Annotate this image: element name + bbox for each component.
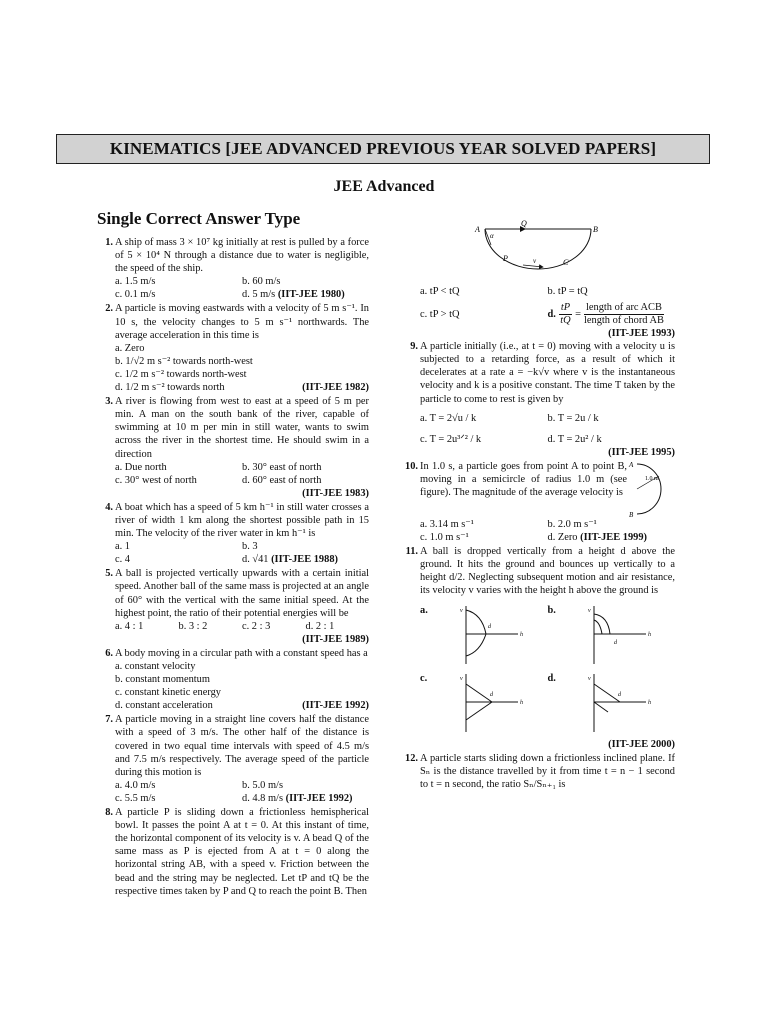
option-c: c. 4 xyxy=(115,554,131,566)
option-d-label: d. xyxy=(547,309,556,321)
question-stem: A particle P is sliding down a frictionless hemispherical bowl. It passes the point A at t = 0. At this instant of time, the horizontal component of its velocity is v. A bead Q of the same mass as P is ejected from A at t = 0 along the horizontal string AB, with a speed v. Friction between the bead and the string may be neglected. Let tP and tQ be the respective times taken by P and Q to reach the point B. Then xyxy=(115,807,369,897)
velocity-label: v xyxy=(532,257,536,265)
question-4 xyxy=(97,501,369,566)
option-a: a. tP < tQ xyxy=(420,286,460,297)
left-column xyxy=(97,236,369,899)
graph-option-a xyxy=(420,604,548,666)
source-tag: (IIT-JEE 1992) xyxy=(302,700,369,712)
question-11 xyxy=(400,545,675,750)
question-stem: In 1.0 s, a particle goes from point A to point B, moving in a semicircle of radius 1.0 m (see figure). The magnitude of the average velocity is xyxy=(420,460,627,499)
option-c: c. 2 : 3 xyxy=(242,620,271,632)
semicircle-diagram xyxy=(627,460,675,518)
point-A-label: A xyxy=(474,225,480,234)
question-number: 8. xyxy=(105,807,113,819)
radius-label: 1.0 m xyxy=(645,475,659,482)
chapter-banner: KINEMATICS [JEE ADVANCED PREVIOUS YEAR SOLVED PAPERS] xyxy=(56,134,710,164)
option-b: b. T = 2u / k xyxy=(547,412,599,424)
answer-graphs xyxy=(420,604,675,734)
option-a: a. 3.14 m s⁻¹ xyxy=(420,518,474,530)
height-d-label: d xyxy=(617,691,621,698)
axis-h-label: h xyxy=(520,631,523,638)
fraction-denominator: length of chord AB xyxy=(584,315,664,327)
source-tag: (IIT-JEE 1983) xyxy=(302,487,369,499)
source-tag: (IIT-JEE 2000) xyxy=(608,738,675,750)
question-6 xyxy=(97,647,369,712)
question-number: 5. xyxy=(105,568,113,580)
fraction-numerator: tP xyxy=(560,302,571,314)
question-number: 3. xyxy=(105,396,113,408)
velocity-height-graph xyxy=(574,672,654,734)
point-B-label: B xyxy=(592,225,598,234)
option-label: c. xyxy=(420,672,428,684)
question-stem: A body moving in a circular path with a constant speed has a xyxy=(115,647,368,659)
option-b: b. constant momentum xyxy=(115,674,210,686)
question-stem: A ball is projected vertically upwards with a certain initial speed. Another ball of the same mass is projected at an angle of 60° with the vertical with the same initial speed. At the highest point, the ratio of their potential energies will be xyxy=(115,568,369,619)
question-number: 6. xyxy=(105,647,113,659)
source-tag: (IIT-JEE 1993) xyxy=(608,328,675,340)
source-tag: (IIT-JEE 1995) xyxy=(608,446,675,458)
source-tag: (IIT-JEE 1989) xyxy=(302,633,369,645)
option-b: b. 3 : 2 xyxy=(178,620,208,632)
axis-h-label: h xyxy=(647,699,651,706)
time-ratio-fraction xyxy=(559,302,572,327)
section-heading: Single Correct Answer Type xyxy=(97,209,301,228)
length-ratio-fraction xyxy=(584,302,664,327)
axis-v-label: v xyxy=(587,607,591,614)
option-b: b. 2.0 m s⁻¹ xyxy=(547,518,597,530)
option-a: a. 1 xyxy=(115,541,131,553)
option-a: a. Due north xyxy=(115,461,167,473)
question-stem: A particle initially (i.e., at t = 0) moving with a velocity u is subjected to a retarding force, as a result of which it decelerates at a rate a = −k√v where v is the instantaneous velocity and k is a positive constant. The time T taken by the particle to come to rest is given by xyxy=(420,341,675,405)
source-tag: (IIT-JEE 1980) xyxy=(277,289,345,301)
option-label: d. xyxy=(547,672,556,684)
option-d: d. Zero xyxy=(547,532,578,544)
velocity-height-graph xyxy=(574,604,654,666)
source-tag: (IIT-JEE 1992) xyxy=(285,792,353,804)
question-8-options xyxy=(400,285,675,340)
option-c: c. constant kinetic energy xyxy=(115,687,221,699)
question-1 xyxy=(97,236,369,301)
question-stem: A boat which has a speed of 5 km h⁻¹ in still water crosses a river of width 1 km along the shortest possible path in 15 min. The velocity of the river water in km h⁻¹ is xyxy=(115,501,369,540)
question-number: 12. xyxy=(405,752,418,764)
question-stem: A particle starts sliding down a frictionless inclined plane. If Sₙ is the distance travelled by it from time t = n − 1 second to t = n second, the ratio Sₙ/Sₙ₊₁ is xyxy=(420,752,675,790)
question-stem: A river is flowing from west to east at a speed of 5 m per min. A man on the south bank of the river, capable of swimming at 10 m per min in still water, wants to swim across the river in the shortest time. He should swim in a direction xyxy=(115,396,369,460)
option-c: c. T = 2u³ᐟ² / k xyxy=(420,433,482,445)
option-b: b. 3 xyxy=(242,541,258,553)
option-d: d. T = 2u² / k xyxy=(547,433,602,445)
option-a: a. 1.5 m/s xyxy=(115,276,156,288)
axis-v-label: v xyxy=(587,675,591,682)
question-8 xyxy=(97,806,369,898)
option-c: c. 1.0 m s⁻¹ xyxy=(420,532,469,544)
question-2 xyxy=(97,302,369,394)
exam-subtitle: JEE Advanced xyxy=(333,178,435,195)
velocity-height-graph xyxy=(446,604,526,666)
particle-P-label: P xyxy=(502,254,508,263)
fraction-denominator: tQ xyxy=(560,315,571,327)
option-d: d. 1/2 m s⁻² towards north xyxy=(115,382,225,394)
option-d: d. √41 xyxy=(242,554,269,566)
option-c: c. tP > tQ xyxy=(420,309,460,321)
height-d-label: d xyxy=(613,639,617,646)
question-7 xyxy=(97,713,369,805)
option-a: a. 4 : 1 xyxy=(115,620,144,632)
height-d-label: d xyxy=(488,623,491,630)
option-b: b. 1/√2 m s⁻² towards north-west xyxy=(115,355,253,367)
option-d: d. constant acceleration xyxy=(115,700,213,712)
point-A-label: A xyxy=(629,460,634,469)
height-d-label: d xyxy=(490,691,493,698)
bead-Q-label: Q xyxy=(520,219,527,228)
point-B-label: B xyxy=(629,510,634,518)
graph-option-b xyxy=(548,604,676,666)
source-tag: (IIT-JEE 1988) xyxy=(271,554,338,566)
source-tag: (IIT-JEE 1982) xyxy=(302,382,369,394)
axis-v-label: v xyxy=(460,607,463,614)
point-C-label: C xyxy=(562,258,568,267)
question-number: 7. xyxy=(105,714,113,726)
axis-v-label: v xyxy=(460,675,463,682)
hemispherical-bowl-diagram xyxy=(463,217,613,279)
alpha-label: α xyxy=(489,232,494,240)
question-stem: A particle moving in a straight line covers half the distance with a speed of 3 m/s. The other half of the distance is covered in two equal time intervals with speed of 4.5 m/s and 7.5 m/s respectively. The average speed of the particle during this motion is xyxy=(115,714,369,778)
option-b: b. tP = tQ xyxy=(547,286,588,297)
graph-option-d xyxy=(548,672,676,734)
bowl-figure xyxy=(400,217,675,279)
question-number: 11. xyxy=(405,546,418,558)
option-label: a. xyxy=(420,604,428,616)
axis-h-label: h xyxy=(647,631,651,638)
question-number: 2. xyxy=(105,303,113,315)
question-12 xyxy=(400,752,675,791)
question-number: 1. xyxy=(105,237,113,248)
option-a: a. T = 2√u / k xyxy=(420,412,477,424)
question-10 xyxy=(400,460,675,544)
option-b: b. 60 m/s xyxy=(242,276,281,288)
question-stem: A ship of mass 3 × 10⁷ kg initially at rest is pulled by a force of 5 × 10⁴ N through a distance due to water is negligible, the speed of the ship. xyxy=(115,237,369,275)
option-b: b. 30° east of north xyxy=(242,461,322,473)
option-a: a. 4.0 m/s xyxy=(115,779,156,791)
option-d: d. 60° east of north xyxy=(242,474,322,486)
option-c: c. 5.5 m/s xyxy=(115,792,156,804)
question-3 xyxy=(97,395,369,500)
source-tag: (IIT-JEE 1999) xyxy=(580,532,648,544)
question-number: 10. xyxy=(405,460,418,472)
equals-sign: = xyxy=(575,309,581,321)
option-a: a. Zero xyxy=(115,342,145,354)
question-stem: A particle is moving eastwards with a velocity of 5 m s⁻¹. In 10 s, the velocity changes to 5 m s⁻¹ northwards. The average acceleration in this time is xyxy=(115,303,369,341)
option-d: d. 4.8 m/s xyxy=(242,792,283,804)
graph-option-c xyxy=(420,672,548,734)
axis-h-label: h xyxy=(520,699,523,706)
option-d: d. 2 : 1 xyxy=(305,620,335,632)
question-9 xyxy=(400,340,675,459)
option-c: c. 1/2 m s⁻² towards north-west xyxy=(115,368,247,380)
option-c: c. 30° west of north xyxy=(115,474,197,486)
option-label: b. xyxy=(547,604,556,616)
velocity-height-graph xyxy=(446,672,526,734)
option-d: d. 5 m/s xyxy=(242,289,276,301)
right-column xyxy=(400,213,675,792)
question-stem: A ball is dropped vertically from a height d above the ground. It hits the ground and bounces up vertically to a height d/2. Neglecting subsequent motion and air resistance, its velocity v varies with the height h above the ground is xyxy=(420,546,675,597)
fraction-numerator: length of arc ACB xyxy=(586,302,662,314)
question-5 xyxy=(97,567,369,646)
question-number: 4. xyxy=(105,501,113,513)
option-b: b. 5.0 m/s xyxy=(242,779,283,791)
option-c: c. 0.1 m/s xyxy=(115,289,156,301)
option-a: a. constant velocity xyxy=(115,661,196,672)
question-number: 9. xyxy=(410,341,418,353)
